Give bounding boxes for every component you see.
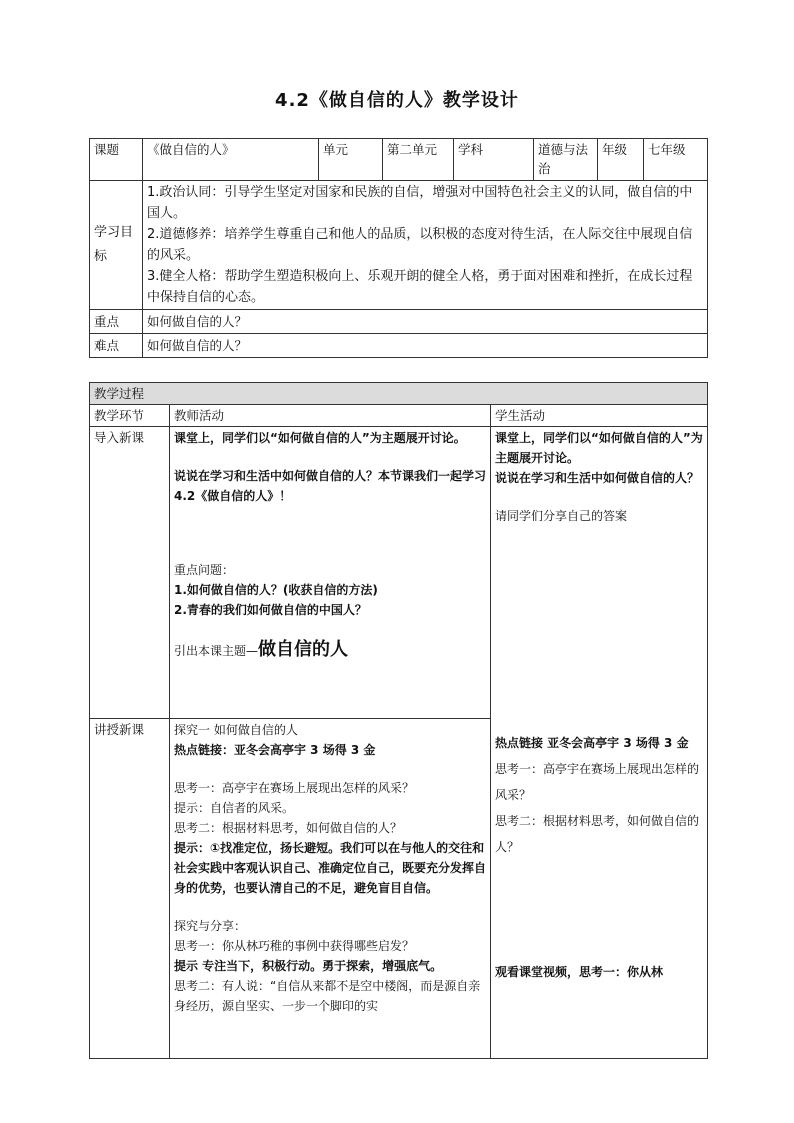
topic-title: 做自信的人 bbox=[258, 639, 349, 660]
text-line: 思考一：你从林巧稚的事例中获得哪些启发？ bbox=[174, 939, 415, 953]
grade-label: 年级 bbox=[598, 139, 644, 181]
text-line: 1.如何做自信的人？(收获自信的方法) bbox=[174, 583, 378, 597]
topic-lead: 引出本课主题— bbox=[174, 644, 259, 658]
text-line: 热点链接 亚冬会高亭宇 3 场得 3 金 bbox=[495, 736, 689, 750]
teacher-activity-cell bbox=[170, 427, 491, 719]
stage-cell: 讲授新课 bbox=[90, 719, 170, 1059]
course-value: 《做自信的人》 bbox=[143, 139, 319, 181]
stage-cell: 导入新课 bbox=[90, 427, 170, 719]
student-activity-cell bbox=[491, 427, 708, 1059]
subject-value: 道德与法治 bbox=[534, 139, 598, 181]
objectives-label: 学习目标 bbox=[90, 181, 143, 310]
text-line: 说说在学习和生活中如何做自信的人？ bbox=[495, 471, 700, 485]
unit-value: 第二单元 bbox=[383, 139, 454, 181]
difficulty-label: 难点 bbox=[90, 334, 143, 358]
text-line: 2.青春的我们如何做自信的中国人？ bbox=[174, 603, 367, 617]
text-line: 重点问题： bbox=[174, 563, 235, 577]
text-line: 思考一：高亭宇在赛场上展现出怎样的风采？ bbox=[495, 762, 700, 802]
course-label: 课题 bbox=[90, 139, 143, 181]
grade-value: 七年级 bbox=[644, 139, 708, 181]
key-label: 重点 bbox=[90, 310, 143, 334]
process-table bbox=[89, 382, 708, 1059]
text-line bbox=[174, 640, 486, 661]
objective-item: 2.道德修养：培养学生尊重自己和他人的品质，以积极的态度对待生活，在人际交往中展现自信的风采。 bbox=[147, 227, 693, 263]
text-line: 热点链接：亚冬会高亭宇 3 场得 3 金 bbox=[174, 743, 376, 757]
key-value: 如何做自信的人？ bbox=[143, 310, 708, 334]
text-line: 课堂上，同学们以“如何做自信的人”为主题展开讨论。 bbox=[174, 431, 466, 445]
text-line: 思考一：高亭宇在赛场上展现出怎样的风采？ bbox=[174, 781, 415, 795]
difficulty-value: 如何做自信的人？ bbox=[143, 334, 708, 358]
col-stage-header: 教学环节 bbox=[90, 405, 170, 427]
text-line: 思考二：根据材料思考，如何做自信的人？ bbox=[495, 814, 700, 854]
teacher-activity-cell bbox=[170, 719, 491, 1059]
text-line: 4.2《做自信的人》！ bbox=[174, 489, 292, 503]
text-line: 思考二：有人说：“自信从来都不是空中楼阁，而是源自亲身经历，源自坚实、一步一个脚印的实 bbox=[174, 979, 481, 1013]
unit-label: 单元 bbox=[319, 139, 383, 181]
text-line: 提示：自信者的风采。 bbox=[174, 801, 295, 815]
text-line: 请同学们分享自己的答案 bbox=[495, 509, 628, 523]
page-title: 4.2《做自信的人》教学设计 bbox=[275, 90, 519, 111]
text-line: 观看课堂视频，思考一：你从林 bbox=[495, 965, 664, 979]
col-student-header: 学生活动 bbox=[491, 405, 708, 427]
process-header: 教学过程 bbox=[90, 383, 708, 405]
subject-label: 学科 bbox=[454, 139, 534, 181]
objectives-cell bbox=[143, 181, 708, 310]
text-line: 思考二：根据材料思考，如何做自信的人？ bbox=[174, 821, 403, 835]
text-line: 探究与分享： bbox=[174, 919, 247, 933]
col-teacher-header: 教师活动 bbox=[170, 405, 491, 427]
objective-item: 1.政治认同：引导学生坚定对国家和民族的自信，增强对中国特色社会主义的认同，做自信的中国人。 bbox=[147, 185, 693, 221]
text-line: 提示：①找准定位，扬长避短。我们可以在与他人的交往和社会实践中客观认识自己、准确定位自己，既要充分发挥自身的优势，也要认清自己的不足，避免盲目自信。 bbox=[174, 841, 487, 895]
text-line: 课堂上，同学们以“如何做自信的人”为主题展开讨论。 bbox=[495, 431, 703, 465]
text-line: 提示 专注当下，积极行动。勇于探索，增强底气。 bbox=[174, 959, 443, 973]
text-line: 探究一 如何做自信的人 bbox=[174, 723, 298, 737]
text-line: 说说在学习和生活中如何做自信的人？本节课我们一起学习 bbox=[174, 469, 487, 483]
info-table bbox=[89, 138, 708, 358]
objective-item: 3.健全人格：帮助学生塑造积极向上、乐观开朗的健全人格，勇于面对困难和挫折，在成长过程中保持自信的心态。 bbox=[147, 269, 693, 305]
